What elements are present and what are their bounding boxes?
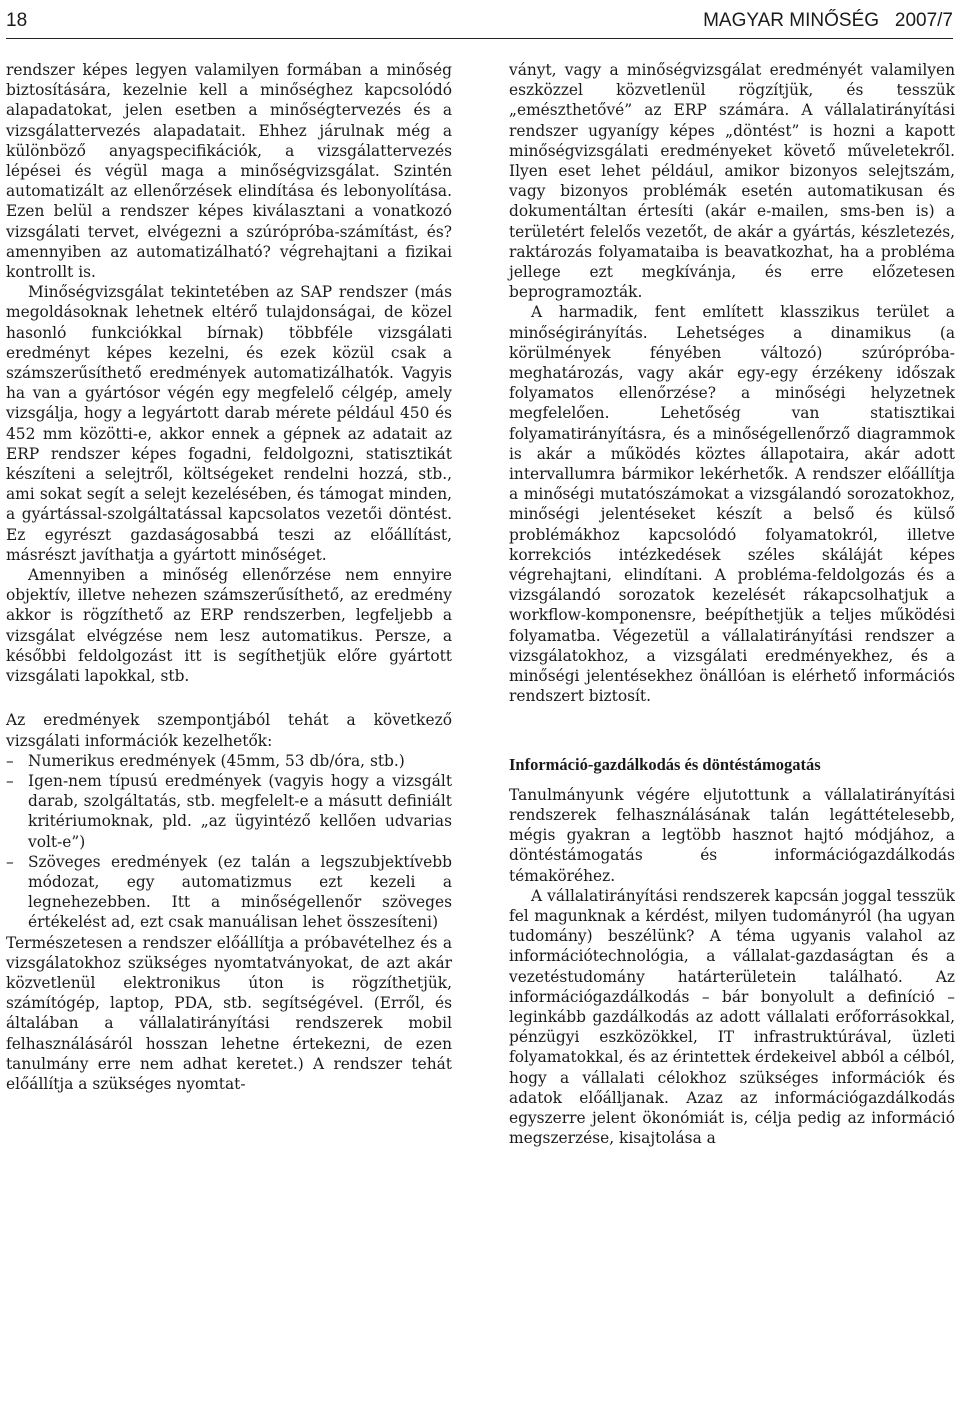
- dash-bullet: –: [6, 771, 14, 790]
- list-intro: Az eredmények szempontjából tehát a következő vizsgálati információk kezelhetők:: [6, 711, 452, 750]
- right-column: [509, 60, 955, 1148]
- spacer: [509, 707, 955, 755]
- list-item: [6, 852, 452, 933]
- list-item: [6, 751, 452, 771]
- left-column: [6, 60, 452, 1094]
- left-closing-paragraph: Természetesen a rendszer előállítja a próbavételhez és a vizsgálatokhoz szükséges nyomtatványokat, de azt akár közvetlenül elektronikus úton is rögzíthetjük, számítógép, laptop, PDA, stb. segítségével. (Erről, és általában a vállalatirányítási rendszerek mobil felhasználásáról hosszan lehetne értekezni, de ezen tanulmány erre nem adhat keretet.) A rendszer tehát előállítja a szükséges nyomtat-: [6, 933, 452, 1093]
- section-heading: Információ-gazdálkodás és döntéstámogatás: [509, 754, 821, 774]
- left-paragraph: rendszer képes legyen valamilyen formában a minőség biztosítására, kezelnie kell a minőséghez kapcsolódó alapadatokat, jelen esetben a minőségtervezés és a vizsgálattervezés alapadatait. Ehhez járulnak még a különböző anyagspecifikációk, a vizsgálattervezés lépései és végül maga a minőségvizsgálat. Szintén automatizált az ellenőrzések elindítása és lebonyolítása. Ezen belül a rendszer képes kiválasztani a vonatkozó vizsgálati tervet, elvégezni a szúrópróba-számítást, és? amennyiben az automatizálható? végrehajtani a fizikai kontrollt is.: [6, 61, 452, 282]
- right-paragraph: ványt, vagy a minőségvizsgálat eredményét valamilyen eszközzel közvetlenül rögzítjük, és tesszük „emészthetővé” az ERP számára. A vállalatirányítási rendszer ugyanígy képes „döntést” is hozni a kapott minőségvizsgálati eredményeket követő műveletekről. Ilyen eset lehet például, amikor bizonyos selejtszám, vagy bizonyos problémák esetén automatikusan és dokumentáltan értesíti (akár e-mailen, sms-ben is) a területért felelős vezetőt, de akár a gyártás, készletezés, raktározás folyamataiba is beavatkozhat, ha a probléma jellege ezt megkívánja, és erre előzetesen beprogramozták.: [509, 61, 955, 302]
- page-header: [6, 4, 953, 39]
- dash-bullet: –: [6, 852, 14, 871]
- list-item: [6, 771, 452, 852]
- spacer: [6, 686, 452, 710]
- journal-title: MAGYAR MINŐSÉG 2007/7: [703, 10, 953, 31]
- list-item-text: Szöveges eredmények (ez talán a legszubjektívebb módozat, egy automatizmus ezt kezeli a legnehezebben. Itt a minőségellenőr szöveges értékelést ad, ezt csak manuálisan lehet összesíteni): [28, 852, 452, 932]
- list-item-text: Igen-nem típusú eredmények (vagyis hogy a vizsgált darab, szolgáltatás, stb. megfelelt-e a másutt definiált kritériumoknak, pld. „az ügyintéző kellően udvarias volt-e”): [28, 771, 452, 851]
- dash-bullet: –: [6, 751, 14, 770]
- left-paragraph: Minőségvizsgálat tekintetében az SAP rendszer (más megoldásoknak lehetnek eltérő tulajdonságai, de közel hasonló funkciókkal bírnak) többféle vizsgálati eredményt képes kezelni, és ezek közül csak a számszerűsíthető eredmények automatizálhatók. Vagyis ha van a gyártósor végén egy megfelelő célgép, amely vizsgálja, hogy a legyártott darab mérete például 450 és 452 mm közötti-e, akkor ennek a gépnek az adatait az ERP rendszer képes fogadni, feldolgozni, statisztikát készíteni a selejtről, költségeket rendelni hozzá, stb., ami sokat segít a selejt kezelésében, és támogat minden, a gyártással-szolgáltatással kapcsolatos vezetői döntést. Ez egyrészt gazdaságosabbá teszi az előállítást, másrészt javíthatja a gyártott minőséget.: [6, 283, 452, 564]
- left-paragraph: Amennyiben a minőség ellenőrzése nem ennyire objektív, illetve nehezen számszerűsíthető, az eredmény akkor is rögzíthető az ERP rendszerben, legfeljebb a vizsgálat elvégzése nem lesz automatikus. Persze, a későbbi feldolgozást itt is segíthetjük előre gyártott vizsgálati lapokkal, stb.: [6, 566, 452, 686]
- page-number: 18: [6, 10, 28, 31]
- result-types-list: [6, 751, 452, 933]
- list-item-text: Numerikus eredmények (45mm, 53 db/óra, stb.): [28, 751, 405, 770]
- right-paragraph: A vállalatirányítási rendszerek kapcsán joggal tesszük fel magunknak a kérdést, milyen tudományról (ha ugyan tudomány) beszélünk? A téma ugyanis valahol az információtechnológia, a vállalat-gazdaságtan és a vezetéstudomány határterületein található. Az információgazdálkodás – bár bonyolult a definíció – leginkább gazdálkodás az adott vállalati erőforrásokkal, pénzügyi eszközökkel, IT infrastruktúrával, üzleti folyamatokkal, és az érintettek érdekeivel abból a célból, hogy a vállalati célokhoz szükséges információk és adatok előálljanak. Azaz az információgazdálkodás egyszerre jelent ökonómiát is, célja pedig az információ megszerzése, kisajtolása a: [509, 886, 955, 1148]
- right-paragraph: Tanulmányunk végére eljutottunk a vállalatirányítási rendszerek felhasználásának talán legáttételesebb, mégis gyakran a legtöbb hasznot hajtó módjához, a döntéstámogatás és információgazdálkodás témaköréhez.: [509, 785, 955, 885]
- right-paragraph: A harmadik, fent említett klasszikus terület a minőségirányítás. Lehetséges a dinamikus (a körülmények fényében változó) szúrópróba-meghatározás, vagy akár egy-egy érzékeny időszak folyamatos ellenőrzése? a minőségi helyzetnek megfelelően. Lehetőség van statisztikai folyamatirányításra, és a minőségellenőrző diagrammok is akár a működés köztes állapotaira, akár adott intervallumra bármikor lekérhetők. A rendszer előállítja a minőségi mutatószámokat a vizsgálandó sorozatokhoz, minőségi jelentéseket készít a belső és külső problémákhoz kapcsolódó folyamatokról, illetve korrekciós intézkedések széles skáláját képes végrehajtani, elindítani. A probléma-feldolgozás és a vizsgálandó sorozatok kezelését rákapcsolhatjuk a workflow-komponensre, beépíthetjük a teljes működési folyamatba. Végezetül a vállalatirányítási rendszer a vizsgálatokhoz, a vizsgálati eredményekhez, és a minőségi jelentésekhez önállóan is elérhető információs rendszert biztosít.: [509, 303, 955, 706]
